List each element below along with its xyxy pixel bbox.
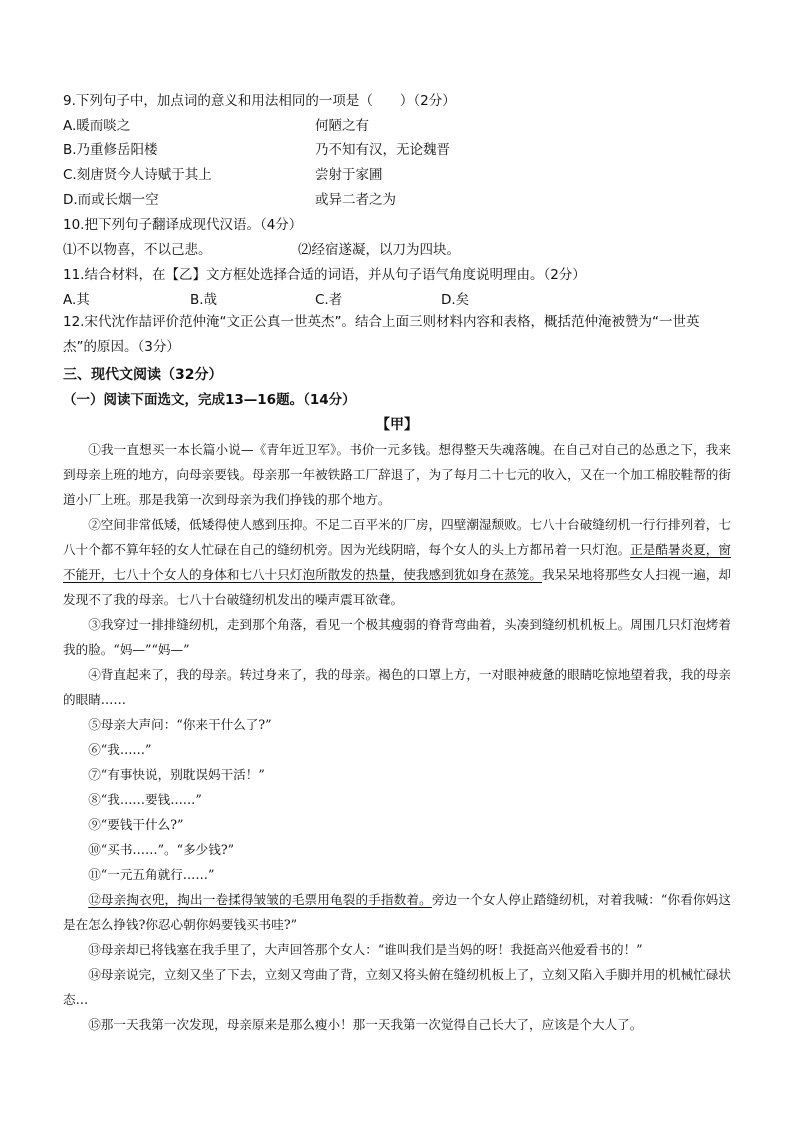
section-heading: 三、现代文阅读（32分） [63,367,223,383]
q11-option-a: A.其 [63,292,90,308]
paragraph-2-text: ②空间非常低矮，低矮得使人感到压抑。不足二百平米的厂房，四壁潮湿颓败。七八十台破缝纫机一行行排列着，七八十个都不算年轻的女人忙碌在自己的缝纫机旁。因为光线阴暗，每个女人的头上方都吊着一只灯泡。 [63,517,731,557]
q9-option-a-left: A.暖而啖之 [63,118,131,134]
paragraph-6: ⑥“我……” [88,742,152,757]
part-heading: （一）阅读下面选文，完成13—16题。（14分） [63,392,356,408]
q11-option-d: D.矣 [441,292,470,308]
paragraph-14: ⑭母亲说完，立刻又坐了下去，立刻又弯曲了背，立刻又将头俯在缝纫机板上了，立刻又陷入手脚并用的机械忙碌状态… [63,967,731,1007]
paragraph-12-text: 旁边一个女人停止踏缝纫机，对着我喊：“你看你妈这是在怎么挣钱?你忍心朝你妈要钱买书哇?” [63,892,731,932]
paragraph-15: ⑮那一天我第一次发现，母亲原来是那么瘦小！那一天我第一次觉得自己长大了，应该是个大人了。 [88,1017,643,1032]
q9-option-b-right: 乃不知有汉，无论魏晋 [315,142,450,158]
q9-option-d-right: 或异二者之为 [315,192,396,208]
paragraph-7: ⑦“有事快说，别耽误妈干活！” [88,767,265,782]
paragraph-11: ⑪“一元五角就行……” [88,867,215,882]
paragraph-12-underlined: ⑫母亲掏衣兜，掏出一卷揉得皱皱的毛票用龟裂的手指数着。 [88,892,432,907]
q9-option-d-left: D.而或长烟一空 [63,192,159,208]
paragraph-8: ⑧“我……要钱……” [88,792,202,807]
q11-option-c: C.者 [315,292,343,308]
paragraph-12 [63,887,731,937]
q9-stem: 9.下列句子中，加点词的意义和用法相同的一项是（ ）（2分） [63,93,456,109]
paragraph-10: ⑩“买书……”。“多少钱?” [88,842,235,857]
paragraph-2 [63,512,731,612]
paragraph-2-tail: 我呆呆地将那些女人扫视一遍，却发现不了我的母亲。七八十台破缝纫机发出的噪声震耳欲聋。 [63,567,732,607]
q9-option-b-left: B.乃重修岳阳楼 [63,142,158,158]
paragraph-13: ⑬母亲却已将钱塞在我手里了，大声回答那个女人：“谁叫我们是当妈的呀！我挺高兴他爱看书的！” [88,942,643,957]
q12-stem: 12.宋代沈作喆评价范仲淹“文正公真一世英杰”。结合上面三则材料内容和表格，概括范仲淹被赞为“一世英杰”的原因。（3分） [63,314,700,355]
paragraph-3: ③我穿过一排排缝纫机，走到那个角落，看见一个极其瘦弱的脊背弯曲着，头凑到缝纫机机板上。周围几只灯泡烤着我的脸。“妈—”“妈—” [63,617,731,657]
paragraph-9: ⑨“要钱干什么?” [88,817,184,832]
q11-stem: 11.结合材料，在【乙】文方框处选择合适的词语，并从句子语气角度说明理由。（2分） [63,267,586,283]
q10-stem: 10.把下列句子翻译成现代汉语。（4分） [63,217,303,233]
q9-option-a-right: 何陋之有 [315,118,369,134]
passage-label-jia: 【甲】 [376,417,418,433]
q11-option-b: B.哉 [190,292,218,308]
paragraph-1: ①我一直想买一本长篇小说—《青年近卫军》。书价一元多钱。想得整天失魂落魄。在自己对自己的怂恿之下，我来到母亲上班的地方，向母亲要钱。母亲那一年被铁路工厂辞退了，为了每月二十七元的收入，又在一个加工棉胶鞋帮的街道小厂上班。那是我第一次到母亲为我们挣钱的那个地方。 [63,442,731,507]
q10-sentence-1: ⑴不以物喜，不以己悲。 [63,242,212,258]
paragraph-2-underlined: 正是酷暑炎夏，窗不能开，七八十个女人的身体和七八十只灯泡所散发的热量，使我感到犹如身在蒸笼。 [63,542,732,582]
paragraph-5: ⑤母亲大声问：“你来干什么了?” [88,717,272,732]
q9-option-c-right: 尝射于家圃 [315,167,383,183]
q9-option-c-left: C.刻唐贤今人诗赋于其上 [63,167,212,183]
paragraph-4: ④背直起来了，我的母亲。转过身来了，我的母亲。褐色的口罩上方，一对眼神疲惫的眼睛吃惊地望着我，我的母亲的眼睛…… [63,667,731,707]
q10-sentence-2: ⑵经宿遂凝，以刀为四块。 [298,242,460,258]
